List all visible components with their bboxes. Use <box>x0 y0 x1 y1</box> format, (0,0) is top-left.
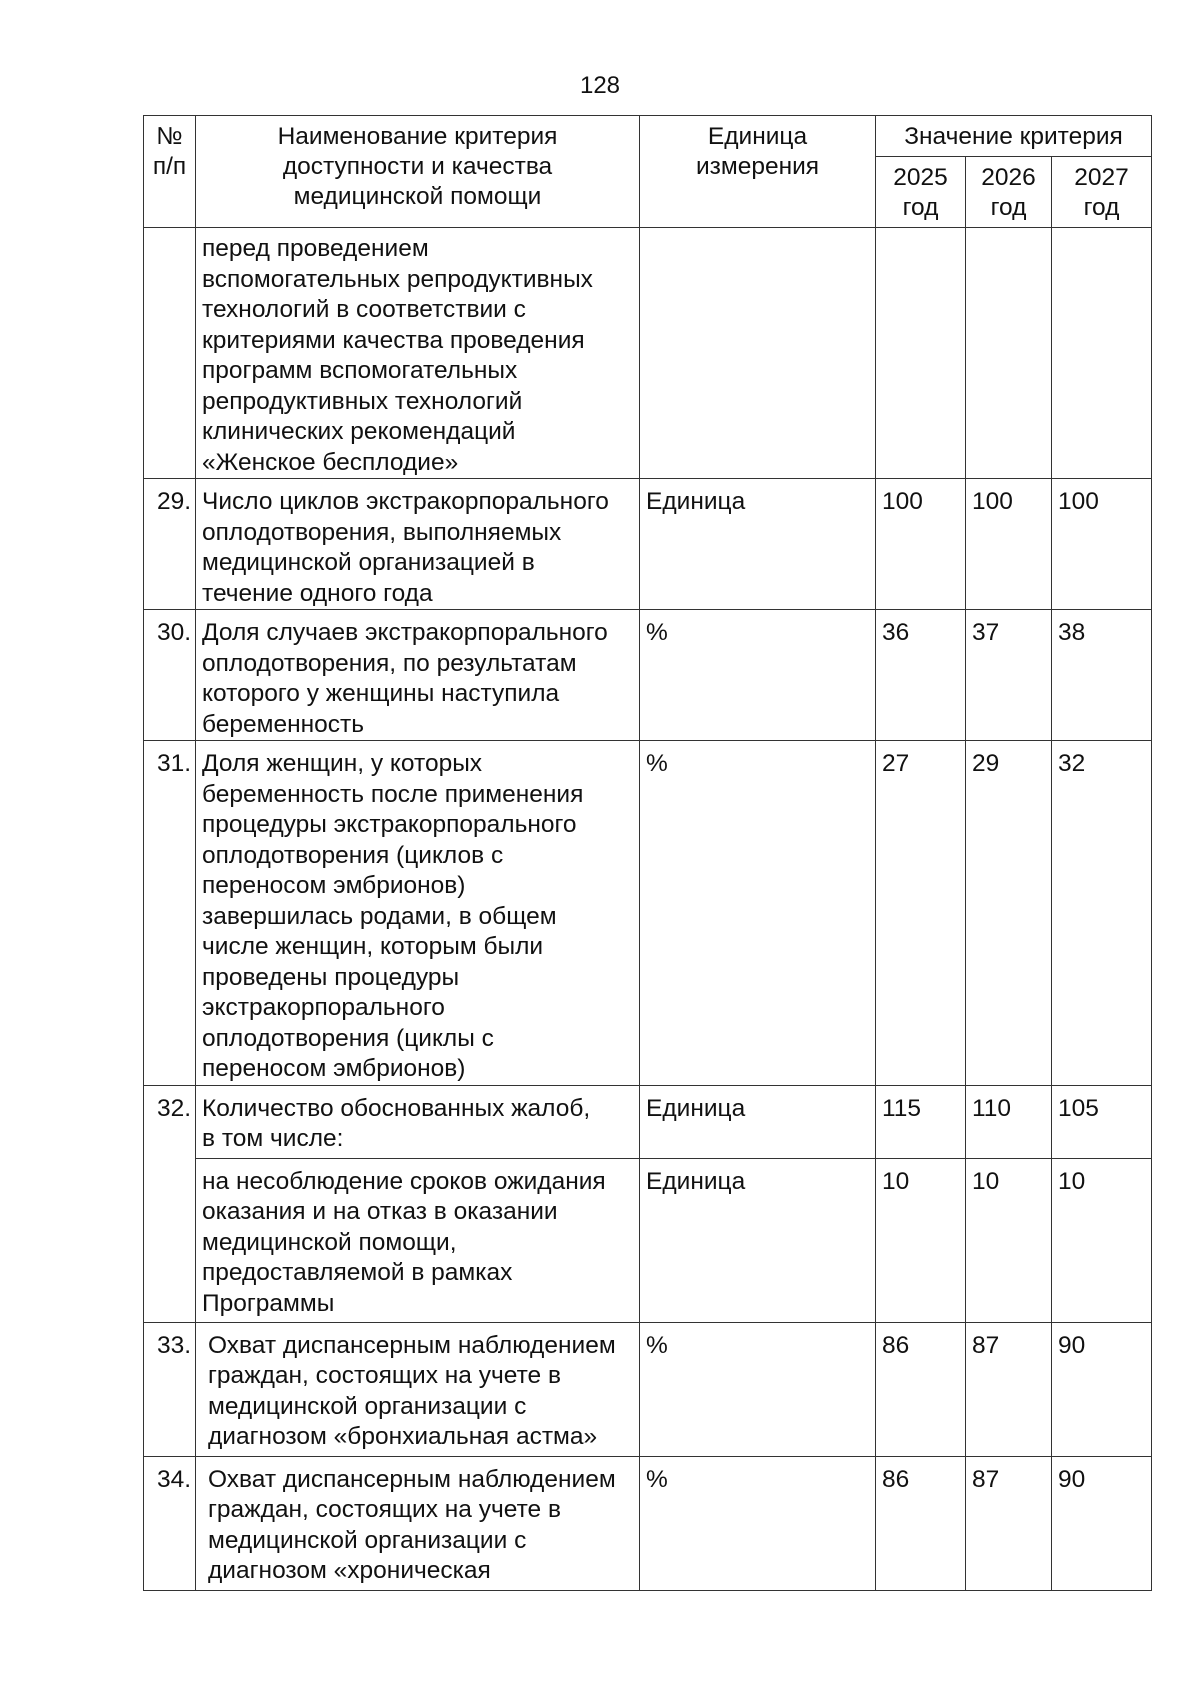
row-value-2026: 37 <box>966 610 1052 741</box>
table-row <box>144 1158 1152 1322</box>
row-value-2027: 105 <box>1052 1085 1152 1158</box>
row-value-2027: 100 <box>1052 479 1152 610</box>
table-row <box>144 610 1152 741</box>
row-value-2026: 87 <box>966 1456 1052 1590</box>
page-number: 128 <box>579 72 621 99</box>
table-row <box>144 1456 1152 1590</box>
header-num: № п/п <box>144 116 196 228</box>
row-value-2026: 100 <box>966 479 1052 610</box>
row-num: 30. <box>144 610 196 741</box>
row-criterion: Доля случаев экстракорпорального оплодотворения, по результатам которого у женщины наступила беременность <box>196 610 640 741</box>
row-num <box>144 228 196 479</box>
row-num: 29. <box>144 479 196 610</box>
row-value-2026: 87 <box>966 1322 1052 1456</box>
row-criterion: Доля женщин, у которых беременность после применения процедуры экстракорпорального оплодотворения (циклов с переносом эмбрионов) завершилась родами, в общем числе женщин, которым были проведены процедуры экстракорпорального оплодотворения (циклы с переносом эмбрионов) <box>196 741 640 1086</box>
row-value-2026 <box>966 228 1052 479</box>
row-unit: Единица <box>640 1085 876 1158</box>
row-criterion: перед проведением вспомогательных репродуктивных технологий в соответствии с критериями качества проведения программ вспомогательных репродуктивных технологий клинических рекомендаций «Женское бесплодие» <box>196 228 640 479</box>
criteria-table <box>143 115 1152 1591</box>
row-unit <box>640 228 876 479</box>
row-criterion: Охват диспансерным наблюдением граждан, состоящих на учете в медицинской организации с диагнозом «хроническая <box>196 1456 640 1590</box>
header-year-2027: 2027 год <box>1052 157 1152 228</box>
row-value-2027 <box>1052 228 1152 479</box>
row-value-2027: 32 <box>1052 741 1152 1086</box>
row-value-2027: 10 <box>1052 1158 1152 1322</box>
row-criterion: Количество обоснованных жалоб, в том числе: <box>196 1085 640 1158</box>
row-criterion: на несоблюдение сроков ожидания оказания и на отказ в оказании медицинской помощи, предоставляемой в рамках Программы <box>196 1158 640 1322</box>
header-year-2026: 2026 год <box>966 157 1052 228</box>
row-unit: % <box>640 1322 876 1456</box>
row-unit: % <box>640 610 876 741</box>
row-value-2025: 10 <box>876 1158 966 1322</box>
row-unit: % <box>640 741 876 1086</box>
row-num: 32. <box>144 1085 196 1322</box>
row-num: 31. <box>144 741 196 1086</box>
header-unit: Единица измерения <box>640 116 876 228</box>
header-value-group: Значение критерия <box>876 116 1152 157</box>
table-row <box>144 741 1152 1086</box>
table-row <box>144 1085 1152 1158</box>
table-header-row <box>144 116 1152 157</box>
row-value-2025: 100 <box>876 479 966 610</box>
row-value-2025: 27 <box>876 741 966 1086</box>
table-row <box>144 228 1152 479</box>
row-criterion: Охват диспансерным наблюдением граждан, состоящих на учете в медицинской организации с диагнозом «бронхиальная астма» <box>196 1322 640 1456</box>
row-value-2025: 115 <box>876 1085 966 1158</box>
header-criterion-name: Наименование критерия доступности и качества медицинской помощи <box>196 116 640 228</box>
row-value-2026: 10 <box>966 1158 1052 1322</box>
row-value-2025: 36 <box>876 610 966 741</box>
row-value-2025: 86 <box>876 1322 966 1456</box>
header-year-2025: 2025 год <box>876 157 966 228</box>
row-unit: Единица <box>640 479 876 610</box>
table-row <box>144 479 1152 610</box>
row-value-2027: 90 <box>1052 1456 1152 1590</box>
row-value-2026: 29 <box>966 741 1052 1086</box>
row-num: 33. <box>144 1322 196 1456</box>
row-unit: Единица <box>640 1158 876 1322</box>
table-row <box>144 1322 1152 1456</box>
row-value-2025: 86 <box>876 1456 966 1590</box>
row-num: 34. <box>144 1456 196 1590</box>
row-value-2027: 90 <box>1052 1322 1152 1456</box>
row-criterion: Число циклов экстракорпорального оплодотворения, выполняемых медицинской организацией в течение одного года <box>196 479 640 610</box>
row-value-2025 <box>876 228 966 479</box>
row-value-2026: 110 <box>966 1085 1052 1158</box>
row-unit: % <box>640 1456 876 1590</box>
row-value-2027: 38 <box>1052 610 1152 741</box>
